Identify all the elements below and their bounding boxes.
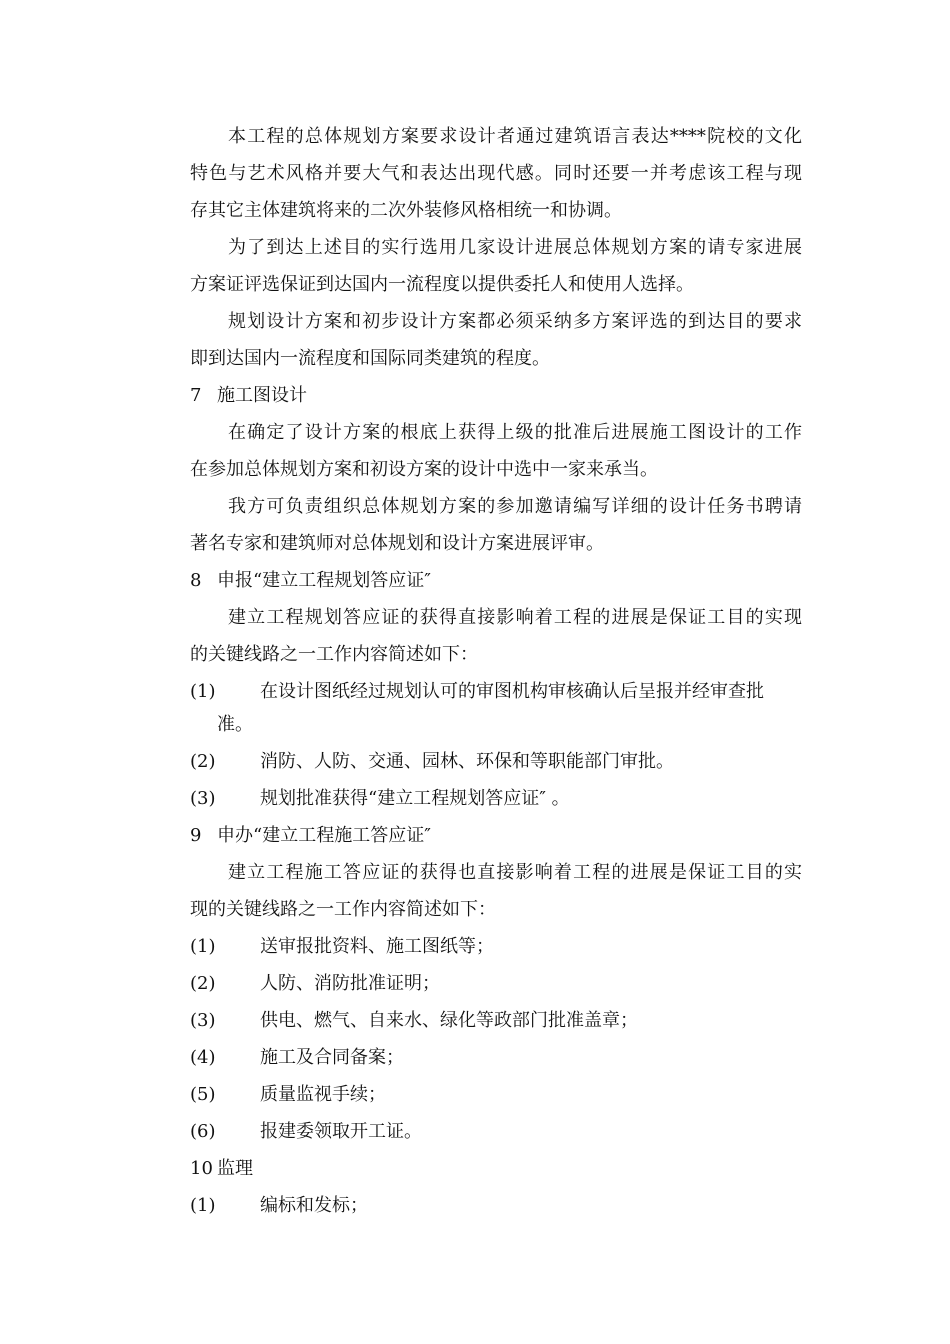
list-item-continuation: 准。: [217, 714, 253, 735]
paragraph-line: 即到达国内一流程度和国际同类建筑的程度。: [190, 348, 550, 369]
list-item: 人防、消防批准证明；: [260, 973, 440, 994]
list-item: 编标和发标；: [260, 1195, 368, 1216]
list-number: (3): [190, 788, 216, 809]
section-number: 7: [190, 385, 202, 406]
paragraph-line: 规划设计方案和初步设计方案都必须采纳多方案评选的到达目的要求: [228, 311, 802, 332]
list-number: (3): [190, 1010, 216, 1031]
paragraph-line: 在确定了设计方案的根底上获得上级的批准后进展施工图设计的工作: [228, 422, 802, 443]
list-number: (5): [190, 1084, 216, 1105]
list-number: (2): [190, 973, 216, 994]
list-item: 质量监视手续；: [260, 1084, 386, 1105]
section-heading: 施工图设计: [217, 385, 307, 406]
list-number: (1): [190, 936, 216, 957]
list-number: (1): [190, 681, 216, 702]
paragraph-line: 我方可负责组织总体规划方案的参加邀请编写详细的设计任务书聘请: [228, 496, 802, 517]
paragraph-line: 的关键线路之一工作内容简述如下：: [190, 644, 478, 665]
section-number: 8: [190, 570, 202, 591]
section-heading: 申报“建立工程规划答应证″: [217, 570, 431, 591]
list-item: 报建委领取开工证。: [260, 1121, 422, 1142]
section-number: 9: [190, 825, 202, 846]
list-number: (6): [190, 1121, 216, 1142]
list-item: 送审报批资料、施工图纸等；: [260, 936, 494, 957]
list-number: (1): [190, 1195, 216, 1216]
list-item: 在设计图纸经过规划认可的审图机构审核确认后呈报并经审查批: [260, 681, 764, 702]
list-item: 施工及合同备案；: [260, 1047, 404, 1068]
list-item: 消防、人防、交通、园林、环保和等职能部门审批。: [260, 751, 674, 772]
paragraph-line: 建立工程施工答应证的获得也直接影响着工程的进展是保证工目的实: [228, 862, 802, 883]
list-number: (4): [190, 1047, 216, 1068]
section-heading: 申办“建立工程施工答应证″: [217, 825, 431, 846]
paragraph-line: 本工程的总体规划方案要求设计者通过建筑语言表达****院校的文化: [228, 126, 802, 147]
paragraph-line: 现的关键线路之一工作内容简述如下：: [190, 899, 496, 920]
paragraph-line: 特色与艺术风格并要大气和表达出现代感。同时还要一并考虑该工程与现: [190, 163, 802, 184]
list-item: 供电、燃气、自来水、绿化等政部门批准盖章；: [260, 1010, 638, 1031]
list-number: (2): [190, 751, 216, 772]
paragraph-line: 在参加总体规划方案和初设方案的设计中选中一家来承当。: [190, 459, 658, 480]
paragraph-line: 为了到达上述目的实行选用几家设计进展总体规划方案的请专家进展: [228, 237, 802, 258]
list-item: 规划批准获得“建立工程规划答应证″ 。: [260, 788, 570, 809]
paragraph-line: 建立工程规划答应证的获得直接影响着工程的进展是保证工目的实现: [228, 607, 802, 628]
section-number: 10: [190, 1158, 213, 1179]
paragraph-line: 存其它主体建筑将来的二次外装修风格相统一和协调。: [190, 200, 622, 221]
paragraph-line: 方案证评选保证到达国内一流程度以提供委托人和使用人选择。: [190, 274, 694, 295]
section-heading: 监理: [217, 1158, 253, 1179]
paragraph-line: 著名专家和建筑师对总体规划和设计方案进展评审。: [190, 533, 604, 554]
